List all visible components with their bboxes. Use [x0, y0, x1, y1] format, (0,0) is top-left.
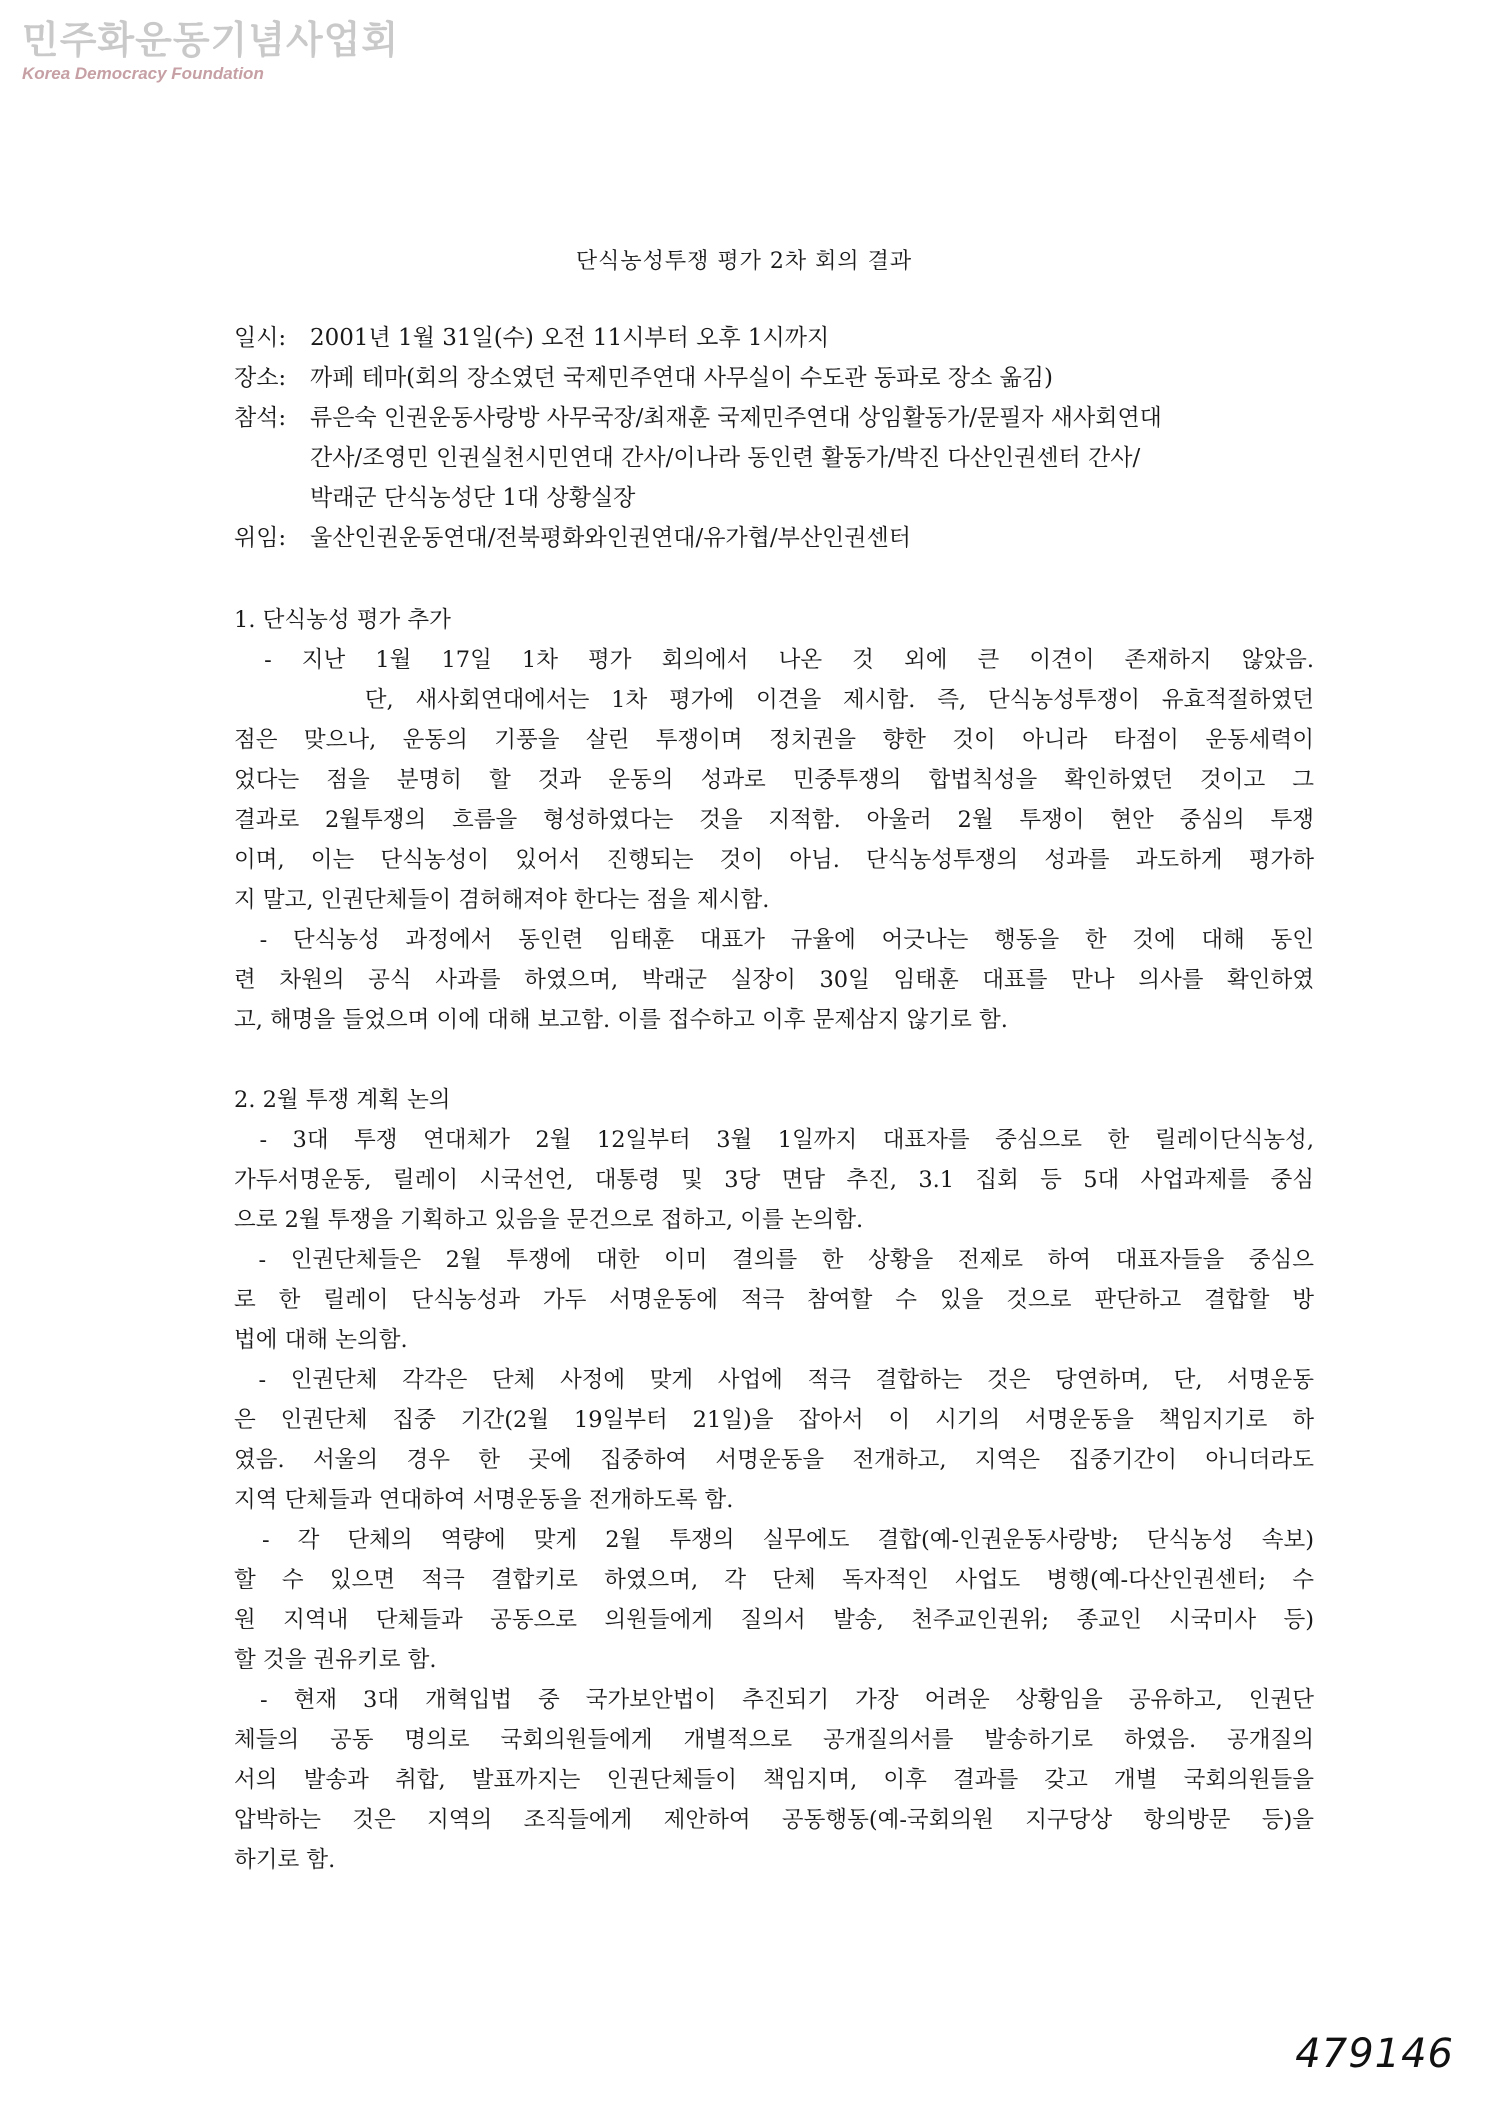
section-1 — [234, 600, 1314, 1040]
meeting-info — [234, 318, 1314, 558]
text-line: 은 인권단체 집중 기간(2월 19일부터 21일)을 잡아서 이 시기의 서명운동을 책임지기로 하 — [234, 1407, 1314, 1433]
logo — [22, 18, 399, 84]
meta-value-line: 울산인권운동연대/전북평화와인권연대/유가협/부산인권센터 — [310, 525, 911, 551]
text-line: 지역 단체들과 연대하여 서명운동을 전개하도록 함. — [234, 1487, 734, 1513]
text-line: - 인권단체들은 2월 투쟁에 대한 이미 결의를 한 상황을 전제로 하여 대표자들을 중심으 — [234, 1247, 1314, 1273]
text-line: 서의 발송과 취합, 발표까지는 인권단체들이 책임지며, 이후 결과를 갖고 개별 국회의원들을 — [234, 1767, 1314, 1793]
text-line: 었다는 점을 분명히 할 것과 운동의 성과로 민중투쟁의 합법칙성을 확인하였던 것이고 그 — [234, 767, 1314, 793]
meta-label: 장소: — [234, 365, 287, 391]
meta-value-line: 까페 테마(회의 장소였던 국제민주연대 사무실이 수도관 동파로 장소 옮김) — [310, 365, 1053, 391]
meta-label: 참석: — [234, 405, 287, 431]
text-line: - 현재 3대 개혁입법 중 국가보안법이 추진되기 가장 어려운 상황임을 공유하고, 인권단 — [234, 1687, 1314, 1713]
text-line: - 각 단체의 역량에 맞게 2월 투쟁의 실무에도 결합(예-인권운동사랑방; 단식농성 속보) — [234, 1527, 1314, 1553]
meta-row — [234, 398, 1314, 518]
meta-value-line: 박래군 단식농성단 1대 상황실장 — [310, 485, 636, 511]
text-line: 이며, 이는 단식농성이 있어서 진행되는 것이 아님. 단식농성투쟁의 성과를 과도하게 평가하 — [234, 847, 1314, 873]
meta-value-line: 간사/조영민 인권실천시민연대 간사/이나라 동인련 활동가/박진 다산인권센터 간사/ — [310, 445, 1141, 471]
text-line: - 3대 투쟁 연대체가 2월 12일부터 3월 1일까지 대표자를 중심으로 한 릴레이단식농성, — [234, 1127, 1314, 1153]
text-line: - 단식농성 과정에서 동인련 임태훈 대표가 규율에 어긋나는 행동을 한 것에 대해 동인 — [234, 927, 1314, 953]
text-line: 체들의 공동 명의로 국회의원들에게 개별적으로 공개질의서를 발송하기로 하였음. 공개질의 — [234, 1727, 1314, 1753]
text-line: - 인권단체 각각은 단체 사정에 맞게 사업에 적극 결합하는 것은 당연하며, 단, 서명운동 — [234, 1367, 1314, 1393]
meta-value-line: 류은숙 인권운동사랑방 사무국장/최재훈 국제민주연대 상임활동가/문필자 새사회연대 — [310, 405, 1162, 431]
document-title: 단식농성투쟁 평가 2차 회의 결과 — [575, 249, 913, 274]
meta-row — [234, 518, 1314, 558]
text-line: 련 차원의 공식 사과를 하였으며, 박래군 실장이 30일 임태훈 대표를 만나 의사를 확인하였 — [234, 967, 1314, 993]
section-title: 1. 단식농성 평가 추가 — [234, 607, 451, 633]
meta-value-line: 2001년 1월 31일(수) 오전 11시부터 오후 1시까지 — [310, 325, 830, 351]
text-line: 가두서명운동, 릴레이 시국선언, 대통령 및 3당 면담 추진, 3.1 집회 등 5대 사업과제를 중심 — [234, 1167, 1314, 1193]
text-line: 하기로 함. — [234, 1847, 336, 1873]
text-line: 고, 해명을 들었으며 이에 대해 보고함. 이를 접수하고 이후 문제삼지 않기로 함. — [234, 1007, 1008, 1033]
text-line: 압박하는 것은 지역의 조직들에게 제안하여 공동행동(예-국회의원 지구당상 항의방문 등)을 — [234, 1807, 1314, 1833]
logo-english: Korea Democracy Foundation — [22, 64, 264, 83]
text-line: 할 것을 권유키로 함. — [234, 1647, 437, 1673]
meta-row — [234, 358, 1314, 398]
text-line: 원 지역내 단체들과 공동으로 의원들에게 질의서 발송, 천주교인권위; 종교인 시국미사 등) — [234, 1607, 1314, 1633]
section-2 — [234, 1080, 1314, 1880]
text-line: 법에 대해 논의함. — [234, 1327, 408, 1353]
meta-value — [310, 398, 1314, 518]
logo-korean: 민주화운동기념사업회 — [22, 18, 400, 62]
text-line: - 지난 1월 17일 1차 평가 회의에서 나온 것 외에 큰 이견이 존재하지 않았음. — [234, 647, 1314, 673]
text-line: 결과로 2월투쟁의 흐름을 형성하였다는 것을 지적함. 아울러 2월 투쟁이 현안 중심의 투쟁 — [234, 807, 1314, 833]
text-line: 로 한 릴레이 단식농성과 가두 서명운동에 적극 참여할 수 있을 것으로 판단하고 결합할 방 — [234, 1287, 1314, 1313]
meta-value — [310, 518, 1314, 558]
meta-value — [310, 358, 1314, 398]
meta-label: 위임: — [234, 525, 287, 551]
page-number: 479146 — [1295, 2031, 1454, 2077]
meta-value — [310, 318, 1314, 358]
meta-row — [234, 318, 1314, 358]
section-title: 2. 2월 투쟁 계획 논의 — [234, 1087, 451, 1113]
text-line: 였음. 서울의 경우 한 곳에 집중하여 서명운동을 전개하고, 지역은 집중기간이 아니더라도 — [234, 1447, 1314, 1473]
text-line: 할 수 있으면 적극 결합키로 하였으며, 각 단체 독자적인 사업도 병행(예-다산인권센터; 수 — [234, 1567, 1314, 1593]
text-line: 단, 새사회연대에서는 1차 평가에 이견을 제시함. 즉, 단식농성투쟁이 유효적절하였던 — [234, 687, 1314, 713]
meta-label: 일시: — [234, 325, 287, 351]
text-line: 지 말고, 인권단체들이 겸허해져야 한다는 점을 제시함. — [234, 887, 770, 913]
text-line: 점은 맞으나, 운동의 기풍을 살린 투쟁이며 정치권을 향한 것이 아니라 타점이 운동세력이 — [234, 727, 1314, 753]
text-line: 으로 2월 투쟁을 기획하고 있음을 문건으로 접하고, 이를 논의함. — [234, 1207, 864, 1233]
